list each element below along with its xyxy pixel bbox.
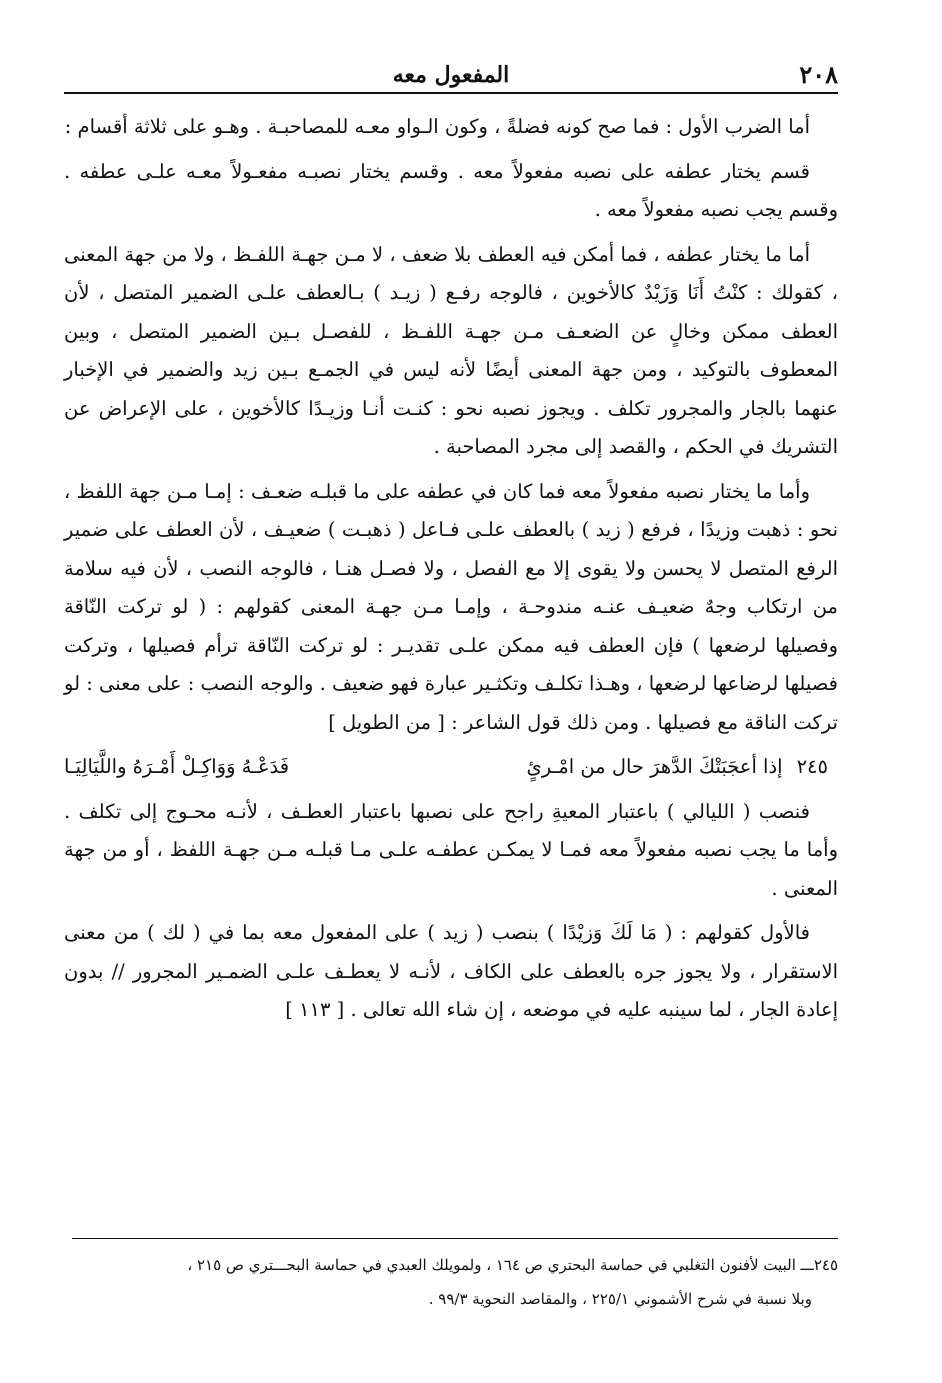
paragraph: وأما ما يختار نصبه مفعولاً معه فما كان في عطفه على ما قبلـه ضعـف : إمـا مـن جهة اللفظ ، نحو : ذهبت وزيدًا ، فرفع ( زيد ) بالعطف علـى فـاعل ( ذهبـت ) ضعيـف ، لأن العطف على ضمير الرفع المتصل لا يحسن ولا يقوى إلا مع الفصل ، ولا فصـل هنـا ، فالوجه النصب ، لأن فيه سلامة من ارتكاب وجهٌ ضعيـف عنـه مندوحـة ، وإمـا مـن جهـة المعنى كقولهم : ( لو تركت النّاقة وفصيلها لرضعها ) فإن العطف فيه ممكن علـى تقديـر : لو تركت النّاقة ترأم فصيلها ، وتركت فصيلها لرضاعها لرضعها ، وهـذا تكلـف وتكثـير عبارة فهو ضعيف . والوجه النصب : على معنى : لو تركت الناقة مع فصيلها . ومن ذلك قول الشاعر : [ من الطويل ] bbox=[64, 479, 838, 734]
paragraph: أما الضرب الأول : فما صح كونه فضلةً ، وكون الـواو معـه للمصاحبـة . وهـو على ثلاثة أقسام : bbox=[64, 115, 810, 138]
verse-first-hemistich: إذا أعجَبَتْكَ الدَّهرَ حال من امْـرئٍ bbox=[526, 755, 783, 778]
body-text bbox=[64, 108, 838, 1036]
paragraph: فالأول كقولهم : ( مَا لَكَ وَزيْدًا ) بنصب ( زيد ) على المفعول معه بما في ( لك ) من معنى الاستقرار ، ولا يجوز جره بالعطف على الكاف ، لأنـه لا يعطـف علـى الضمـير المجرور // بدون إعادة الجار ، لما سينبه عليه في موضعه ، إن شاء الله تعالى . [ ١١٣ ] bbox=[64, 921, 838, 1021]
footnotes bbox=[64, 1248, 838, 1316]
document-page bbox=[64, 0, 838, 1383]
paragraph: أما ما يختار عطفه ، فما أمكن فيه العطف بلا ضعف ، لا مـن جهـة اللفـظ ، ولا من جهة المعنى ، كقولك : كنْتُ أَنَا وَزَيْدٌ كالأخوين ، فالوجه رفـع ( زيـد ) بـالعطف علـى الضمير المتصل ، لأن العطف ممكن وخالٍ عن الضعـف مـن جهـة اللفـظ ، للفصـل بـين الضمير المتصل ، وبين المعطوف بالتوكيد ، ومن جهة المعنى أيضًا لأنه ليس في الجمـع بـين زيد والضمير في الإخبار عنهما بالجار والمجرور تكلف . ويجوز نصبه نحو : كنـت أنـا وزيـدًا كالأخوين ، على الإعراض عن التشريك في الحكم ، والقصد إلى مجرد المصاحبة . bbox=[64, 242, 838, 458]
running-title: المفعول معه bbox=[392, 62, 510, 88]
page-header bbox=[64, 58, 838, 94]
verse-second-hemistich: فَدَعْـهُ وَوَاكِـلْ أَمْـرَهُ واللَّيَالِيَـا bbox=[63, 755, 290, 778]
paragraph: فنصب ( الليالي ) باعتبار المعيةِ راجح على نصبها باعتبار العطـف ، لأنـه محـوج إلى تكلف . وأما ما يجب نصبه مفعولاً معه فمـا لا يمكـن عطفـه علـى مـا قبلـه مـن جهـة اللفظ ، أو من جهة المعنى . bbox=[64, 799, 838, 900]
verse-number: ٢٤٥ bbox=[796, 755, 828, 778]
paragraph: قسم يختار عطفه على نصبه مفعولاً معه . وقسم يختار نصبـه مفعـولاً معـه علـى عطفه . وقسم يجب نصبه مفعولاً معه . bbox=[64, 159, 838, 221]
page-number: ٢٠٨ bbox=[799, 60, 838, 89]
footnote-continuation: وبلا نسبة في شرح الأشموني ٢٢٥/١ ، والمقاصد النحوية ٩٩/٣ . bbox=[428, 1290, 812, 1308]
verse-line bbox=[64, 748, 838, 787]
footnote: ٢٤٥ـــ البيت لأفنون التغلبي في حماسة البحتري ص ١٦٤ ، ولمويلك العبدي في حماسة البحـــتري ص ٢١٥ ، bbox=[187, 1256, 838, 1274]
footnote-divider bbox=[72, 1238, 838, 1239]
